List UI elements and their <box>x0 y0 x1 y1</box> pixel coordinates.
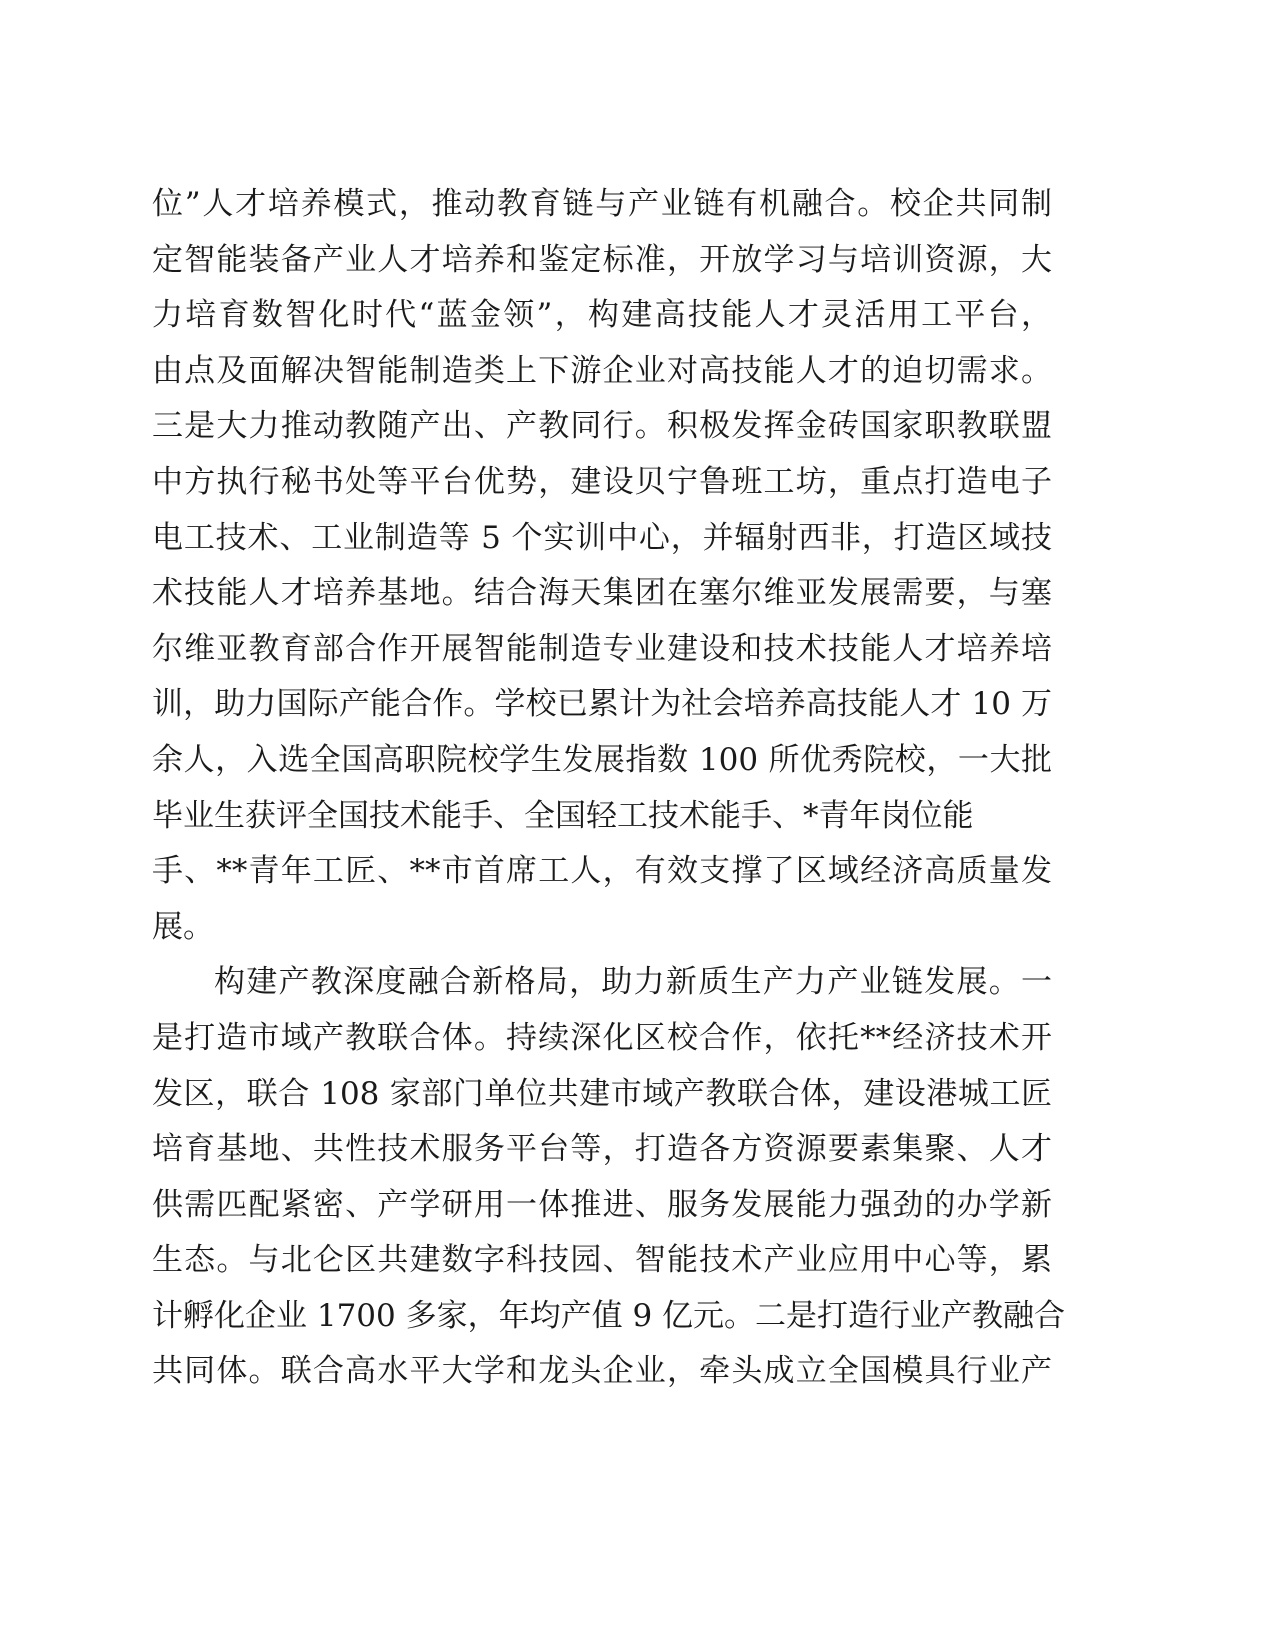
paragraph-2 <box>152 955 1066 1400</box>
paragraph-1 <box>152 177 1052 955</box>
text-line: 电工技术、工业制造等 5 个实训中心，并辐射西非，打造区域技 <box>152 519 1052 556</box>
text-line: 共同体。联合高水平大学和龙头企业，牵头成立全国模具行业产 <box>152 1353 1052 1390</box>
text-line: 余人，入选全国高职院校学生发展指数 100 所优秀院校，一大批 <box>152 741 1052 778</box>
text-line: 培育基地、共性技术服务平台等，打造各方资源要素集聚、人才 <box>152 1131 1052 1168</box>
text-line: 力培育数智化时代“蓝金领”，构建高技能人才灵活用工平台， <box>152 297 1052 334</box>
text-line: 位”人才培养模式，推动教育链与产业链有机融合。校企共同制 <box>152 186 1052 222</box>
text-line: 尔维亚教育部合作开展智能制造专业建设和技术技能人才培养培 <box>152 630 1052 667</box>
text-line: 术技能人才培养基地。结合海天集团在塞尔维亚发展需要，与塞 <box>152 575 1052 612</box>
text-line: 是打造市域产教联合体。持续深化区校合作，依托**经济技术开 <box>152 1019 1052 1056</box>
text-line: 手、**青年工匠、**市首席工人，有效支撑了区域经济高质量发 <box>152 853 1052 890</box>
text-line: 计孵化企业 1700 多家，年均产值 9 亿元。二是打造行业产教融合 <box>152 1297 1066 1334</box>
text-line: 供需匹配紧密、产学研用一体推进、服务发展能力强劲的办学新 <box>152 1186 1052 1223</box>
text-line: 展。 <box>152 908 214 945</box>
text-line: 三是大力推动教随产出、产教同行。积极发挥金砖国家职教联盟 <box>152 408 1052 445</box>
text-line: 毕业生获评全国技术能手、全国轻工技术能手、*青年岗位能 <box>152 797 974 834</box>
text-line: 定智能装备产业人才培养和鉴定标准，开放学习与培训资源，大 <box>152 241 1052 278</box>
text-line: 训，助力国际产能合作。学校已累计为社会培养高技能人才 10 万 <box>152 686 1052 723</box>
text-line: 中方执行秘书处等平台优势，建设贝宁鲁班工坊，重点打造电子 <box>152 463 1052 500</box>
text-line: 发区，联合 108 家部门单位共建市域产教联合体，建设港城工匠 <box>152 1075 1052 1112</box>
text-line: 由点及面解决智能制造类上下游企业对高技能人才的迫切需求。 <box>152 352 1052 389</box>
body-text <box>152 177 1066 1400</box>
text-line: 生态。与北仑区共建数字科技园、智能技术产业应用中心等，累 <box>152 1242 1052 1279</box>
text-line: 构建产教深度融合新格局，助力新质生产力产业链发展。一 <box>214 964 1052 1001</box>
